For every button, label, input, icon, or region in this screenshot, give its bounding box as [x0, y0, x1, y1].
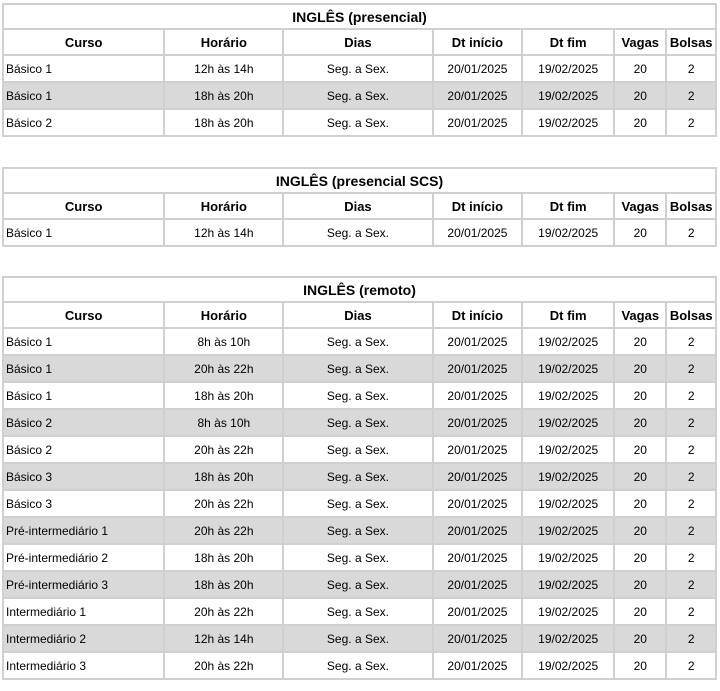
cell-horario: 12h às 14h [165, 56, 282, 81]
column-header-dt-fim: Dt fim [523, 30, 613, 54]
cell-dt-fim: 19/02/2025 [523, 599, 613, 624]
cell-bolsas: 2 [667, 56, 715, 81]
cell-dias: Seg. a Sex. [284, 464, 431, 489]
cell-dias: Seg. a Sex. [284, 653, 431, 678]
cell-dias: Seg. a Sex. [284, 545, 431, 570]
cell-dt-fim: 19/02/2025 [523, 626, 613, 651]
cell-dias: Seg. a Sex. [284, 410, 431, 435]
table-row [4, 599, 715, 624]
cell-horario: 18h às 20h [165, 83, 282, 108]
cell-horario: 8h às 10h [165, 410, 282, 435]
cell-curso: Pré-intermediário 1 [4, 518, 163, 543]
cell-curso: Básico 3 [4, 464, 163, 489]
cell-dt-inicio: 20/01/2025 [434, 383, 522, 408]
column-header-dias: Dias [284, 194, 431, 218]
cell-curso: Básico 3 [4, 491, 163, 516]
table-row [4, 653, 715, 678]
cell-curso: Pré-intermediário 2 [4, 545, 163, 570]
cell-dt-inicio: 20/01/2025 [434, 518, 522, 543]
cell-horario: 12h às 14h [165, 220, 282, 245]
cell-dt-fim: 19/02/2025 [523, 491, 613, 516]
cell-bolsas: 2 [667, 410, 715, 435]
cell-curso: Básico 2 [4, 110, 163, 135]
cell-bolsas: 2 [667, 437, 715, 462]
column-header-bolsas: Bolsas [667, 194, 715, 218]
table-body [4, 56, 715, 135]
cell-curso: Básico 1 [4, 356, 163, 381]
column-header-dt-inicio: Dt início [434, 303, 522, 327]
cell-dt-inicio: 20/01/2025 [434, 491, 522, 516]
cell-dt-inicio: 20/01/2025 [434, 599, 522, 624]
cell-dt-fim: 19/02/2025 [523, 410, 613, 435]
column-header-curso: Curso [4, 303, 163, 327]
cell-bolsas: 2 [667, 545, 715, 570]
cell-dt-inicio: 20/01/2025 [434, 356, 522, 381]
cell-dt-fim: 19/02/2025 [523, 518, 613, 543]
cell-bolsas: 2 [667, 572, 715, 597]
cell-horario: 20h às 22h [165, 518, 282, 543]
table-row [4, 220, 715, 245]
cell-curso: Básico 1 [4, 56, 163, 81]
cell-vagas: 20 [615, 383, 665, 408]
column-header-dt-fim: Dt fim [523, 303, 613, 327]
table-title: INGLÊS (presencial SCS) [4, 169, 715, 192]
table-row [4, 329, 715, 354]
cell-dias: Seg. a Sex. [284, 356, 431, 381]
cell-horario: 18h às 20h [165, 110, 282, 135]
cell-vagas: 20 [615, 518, 665, 543]
cell-dt-inicio: 20/01/2025 [434, 329, 522, 354]
column-header-dt-fim: Dt fim [523, 194, 613, 218]
cell-curso: Básico 1 [4, 220, 163, 245]
table-row [4, 491, 715, 516]
cell-bolsas: 2 [667, 383, 715, 408]
cell-horario: 20h às 22h [165, 599, 282, 624]
column-header-dt-inicio: Dt início [434, 30, 522, 54]
schedule-table-remoto [2, 276, 717, 680]
cell-bolsas: 2 [667, 110, 715, 135]
cell-dias: Seg. a Sex. [284, 110, 431, 135]
cell-curso: Básico 2 [4, 437, 163, 462]
cell-curso: Intermediário 1 [4, 599, 163, 624]
table-title: INGLÊS (presencial) [4, 5, 715, 28]
cell-vagas: 20 [615, 464, 665, 489]
table-row [4, 626, 715, 651]
cell-dias: Seg. a Sex. [284, 626, 431, 651]
cell-horario: 20h às 22h [165, 437, 282, 462]
table-row [4, 545, 715, 570]
table-row [4, 518, 715, 543]
schedule-table-presencial [2, 3, 717, 137]
cell-vagas: 20 [615, 572, 665, 597]
cell-dt-inicio: 20/01/2025 [434, 83, 522, 108]
column-header-horario: Horário [165, 194, 282, 218]
cell-vagas: 20 [615, 545, 665, 570]
table-row [4, 56, 715, 81]
cell-vagas: 20 [615, 437, 665, 462]
schedule-table-presencial-scs [2, 167, 717, 247]
cell-bolsas: 2 [667, 83, 715, 108]
cell-horario: 20h às 22h [165, 491, 282, 516]
table-row [4, 356, 715, 381]
table-row [4, 383, 715, 408]
cell-dt-inicio: 20/01/2025 [434, 56, 522, 81]
cell-dias: Seg. a Sex. [284, 329, 431, 354]
cell-curso: Básico 1 [4, 329, 163, 354]
table-title: INGLÊS (remoto) [4, 278, 715, 301]
cell-bolsas: 2 [667, 220, 715, 245]
column-header-curso: Curso [4, 30, 163, 54]
cell-dias: Seg. a Sex. [284, 220, 431, 245]
cell-bolsas: 2 [667, 518, 715, 543]
cell-vagas: 20 [615, 220, 665, 245]
cell-dt-inicio: 20/01/2025 [434, 572, 522, 597]
cell-bolsas: 2 [667, 599, 715, 624]
cell-horario: 18h às 20h [165, 545, 282, 570]
cell-dias: Seg. a Sex. [284, 491, 431, 516]
table-row [4, 464, 715, 489]
cell-dt-inicio: 20/01/2025 [434, 464, 522, 489]
table-row [4, 572, 715, 597]
cell-dt-fim: 19/02/2025 [523, 464, 613, 489]
cell-horario: 18h às 20h [165, 464, 282, 489]
cell-curso: Básico 1 [4, 83, 163, 108]
cell-vagas: 20 [615, 599, 665, 624]
cell-curso: Pré-intermediário 3 [4, 572, 163, 597]
column-header-dt-inicio: Dt início [434, 194, 522, 218]
table-body [4, 329, 715, 678]
cell-dt-fim: 19/02/2025 [523, 383, 613, 408]
cell-bolsas: 2 [667, 491, 715, 516]
table-row [4, 83, 715, 108]
cell-dias: Seg. a Sex. [284, 383, 431, 408]
column-header-dias: Dias [284, 30, 431, 54]
cell-vagas: 20 [615, 410, 665, 435]
column-header-vagas: Vagas [615, 303, 665, 327]
column-header-horario: Horário [165, 303, 282, 327]
cell-bolsas: 2 [667, 329, 715, 354]
column-header-vagas: Vagas [615, 194, 665, 218]
cell-dt-fim: 19/02/2025 [523, 220, 613, 245]
cell-dt-inicio: 20/01/2025 [434, 626, 522, 651]
cell-dias: Seg. a Sex. [284, 83, 431, 108]
cell-dias: Seg. a Sex. [284, 518, 431, 543]
cell-bolsas: 2 [667, 653, 715, 678]
cell-dias: Seg. a Sex. [284, 437, 431, 462]
cell-dt-inicio: 20/01/2025 [434, 410, 522, 435]
cell-dt-inicio: 20/01/2025 [434, 653, 522, 678]
cell-bolsas: 2 [667, 464, 715, 489]
cell-horario: 18h às 20h [165, 572, 282, 597]
cell-curso: Intermediário 2 [4, 626, 163, 651]
cell-horario: 12h às 14h [165, 626, 282, 651]
cell-dt-fim: 19/02/2025 [523, 83, 613, 108]
column-header-curso: Curso [4, 194, 163, 218]
cell-vagas: 20 [615, 56, 665, 81]
table-row [4, 410, 715, 435]
table-row [4, 437, 715, 462]
cell-curso: Intermediário 3 [4, 653, 163, 678]
cell-dt-inicio: 20/01/2025 [434, 545, 522, 570]
cell-dt-fim: 19/02/2025 [523, 329, 613, 354]
cell-dias: Seg. a Sex. [284, 599, 431, 624]
cell-dt-fim: 19/02/2025 [523, 653, 613, 678]
cell-dias: Seg. a Sex. [284, 56, 431, 81]
cell-horario: 20h às 22h [165, 653, 282, 678]
cell-dias: Seg. a Sex. [284, 572, 431, 597]
cell-vagas: 20 [615, 83, 665, 108]
cell-dt-inicio: 20/01/2025 [434, 437, 522, 462]
cell-dt-inicio: 20/01/2025 [434, 220, 522, 245]
table-row [4, 110, 715, 135]
cell-dt-fim: 19/02/2025 [523, 110, 613, 135]
cell-bolsas: 2 [667, 356, 715, 381]
column-header-bolsas: Bolsas [667, 303, 715, 327]
cell-vagas: 20 [615, 626, 665, 651]
table-body [4, 220, 715, 245]
column-header-dias: Dias [284, 303, 431, 327]
cell-horario: 20h às 22h [165, 356, 282, 381]
cell-dt-fim: 19/02/2025 [523, 56, 613, 81]
cell-dt-fim: 19/02/2025 [523, 356, 613, 381]
cell-vagas: 20 [615, 110, 665, 135]
cell-dt-fim: 19/02/2025 [523, 437, 613, 462]
cell-curso: Básico 2 [4, 410, 163, 435]
cell-bolsas: 2 [667, 626, 715, 651]
column-header-horario: Horário [165, 30, 282, 54]
column-header-vagas: Vagas [615, 30, 665, 54]
cell-vagas: 20 [615, 329, 665, 354]
column-header-bolsas: Bolsas [667, 30, 715, 54]
cell-vagas: 20 [615, 653, 665, 678]
cell-dt-inicio: 20/01/2025 [434, 110, 522, 135]
cell-vagas: 20 [615, 491, 665, 516]
cell-curso: Básico 1 [4, 383, 163, 408]
cell-dt-fim: 19/02/2025 [523, 572, 613, 597]
cell-horario: 18h às 20h [165, 383, 282, 408]
cell-vagas: 20 [615, 356, 665, 381]
cell-dt-fim: 19/02/2025 [523, 545, 613, 570]
cell-horario: 8h às 10h [165, 329, 282, 354]
